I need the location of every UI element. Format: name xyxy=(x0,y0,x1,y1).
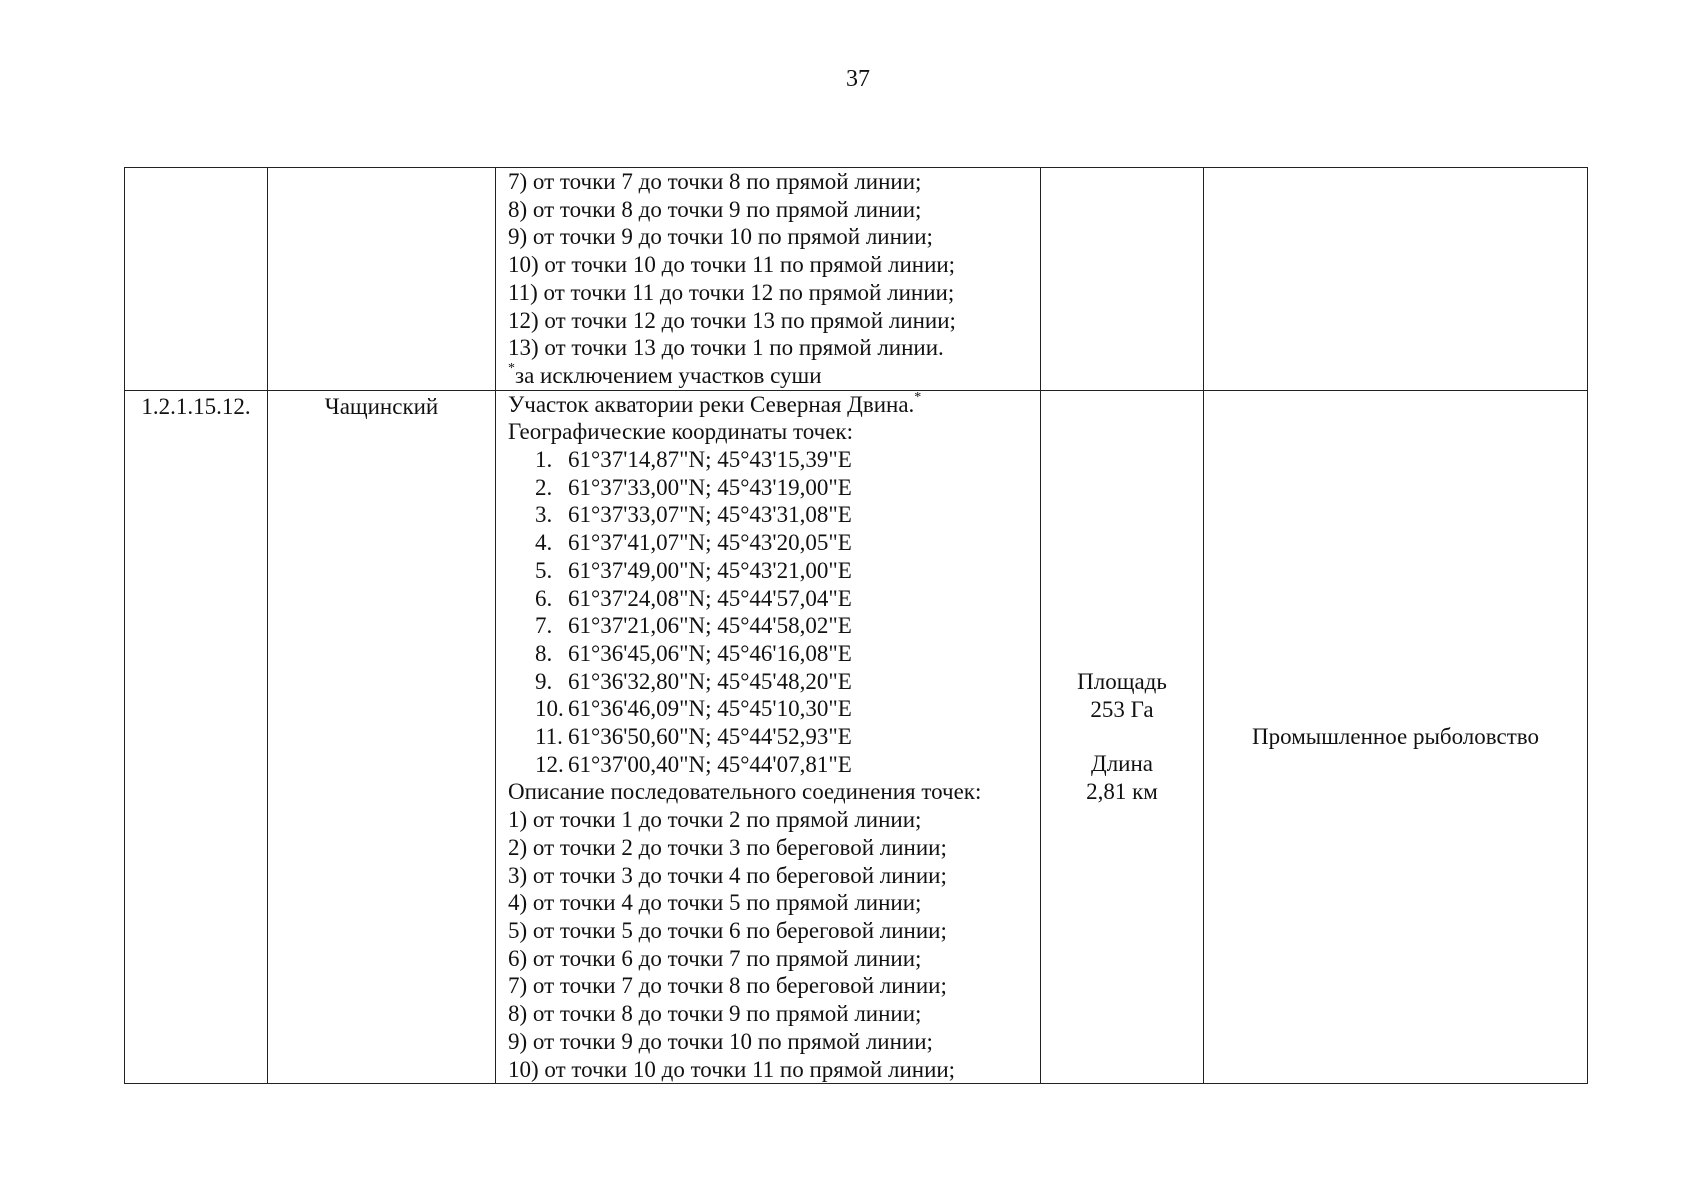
footnote xyxy=(508,362,1036,390)
row-name-cell xyxy=(268,168,496,391)
connection-line: 12) от точки 12 до точки 13 по прямой линии; xyxy=(508,307,956,333)
row-name-cell: Чащинский xyxy=(268,390,496,1084)
coordinate-value: 61°36'46,09"N; 45°45'10,30"E xyxy=(568,696,852,722)
length-value: 2,81 км xyxy=(1086,779,1158,805)
length-label: Длина xyxy=(1091,751,1153,777)
connection-line: 4) от точки 4 до точки 5 по прямой линии; xyxy=(508,890,922,916)
coordinate-item xyxy=(508,612,1036,640)
site-heading xyxy=(508,391,1036,419)
connection-line: 11) от точки 11 до точки 12 по прямой линии; xyxy=(508,279,955,305)
connection-line: 8) от точки 8 до точки 9 по прямой линии; xyxy=(508,196,922,222)
row-id-cell: 1.2.1.15.12. xyxy=(125,390,268,1084)
coordinate-item xyxy=(508,474,1036,502)
connection-line: 7) от точки 7 до точки 8 по прямой линии; xyxy=(508,169,922,194)
connection-line: 1) от точки 1 до точки 2 по прямой линии; xyxy=(508,807,922,833)
coordinate-value: 61°37'14,87"N; 45°43'15,39"E xyxy=(568,447,852,473)
coordinate-value: 61°36'50,60"N; 45°44'52,93"E xyxy=(568,724,852,750)
coordinate-item xyxy=(508,751,1036,779)
coordinate-number: 7. xyxy=(535,613,553,639)
coordinate-value: 61°37'24,08"N; 45°44'57,04"E xyxy=(568,585,852,611)
coordinate-item xyxy=(508,668,1036,696)
coordinate-number: 8. xyxy=(535,640,553,666)
connection-line: 6) от точки 6 до точки 7 по прямой линии; xyxy=(508,945,922,971)
row-description-cell xyxy=(496,168,1041,391)
coordinate-number: 6. xyxy=(535,585,553,611)
table-row-continuation xyxy=(125,168,1588,391)
page-number: 37 xyxy=(846,66,870,92)
connection-line: 9) от точки 9 до точки 10 по прямой линии; xyxy=(508,1028,933,1054)
coordinate-number: 5. xyxy=(535,557,553,583)
row-use-cell: Промышленное рыболовство xyxy=(1204,390,1588,1084)
coordinate-number: 10. xyxy=(535,696,564,722)
coordinate-item xyxy=(508,585,1036,613)
footnote-text: за исключением участков суши xyxy=(515,362,822,388)
heading-footnote-mark: * xyxy=(914,389,922,405)
site-heading-text: Участок акватории реки Северная Двина. xyxy=(508,391,915,417)
coordinate-item xyxy=(508,723,1036,751)
coordinate-number: 12. xyxy=(535,751,564,777)
coordinate-number: 2. xyxy=(535,474,553,500)
connection-line: 2) от точки 2 до точки 3 по береговой линии; xyxy=(508,834,947,860)
coordinate-number: 4. xyxy=(535,530,553,556)
fishing-sites-table xyxy=(124,167,1588,1084)
coordinate-item xyxy=(508,640,1036,668)
coordinate-value: 61°36'32,80"N; 45°45'48,20"E xyxy=(568,668,852,694)
coordinate-item xyxy=(508,695,1036,723)
coordinate-value: 61°37'00,40"N; 45°44'07,81"E xyxy=(568,751,852,777)
connection-title: Описание последовательного соединения точек: xyxy=(508,779,982,805)
row-size-cell xyxy=(1041,168,1204,391)
coordinate-number: 3. xyxy=(535,502,553,528)
table-row-chashchinsky xyxy=(125,390,1588,1084)
connection-line: 8) от точки 8 до точки 9 по прямой линии; xyxy=(508,1001,922,1027)
coordinate-value: 61°37'33,07"N; 45°43'31,08"E xyxy=(568,502,852,528)
connection-line: 10) от точки 10 до точки 11 по прямой линии; xyxy=(508,252,956,278)
connection-line: 5) от точки 5 до точки 6 по береговой линии; xyxy=(508,917,947,943)
coordinate-number: 1. xyxy=(535,447,553,473)
connection-line: 7) от точки 7 до точки 8 по береговой линии; xyxy=(508,973,947,999)
connection-line: 3) от точки 3 до точки 4 по береговой линии; xyxy=(508,862,947,888)
area-label: Площадь xyxy=(1077,669,1167,694)
connection-line: 9) от точки 9 до точки 10 по прямой линии; xyxy=(508,224,933,250)
coordinate-value: 61°37'49,00"N; 45°43'21,00"E xyxy=(568,557,852,583)
footnote-mark: * xyxy=(508,360,515,376)
coordinate-value: 61°37'41,07"N; 45°43'20,05"E xyxy=(568,530,852,556)
coordinate-item xyxy=(508,446,1036,474)
area-value: 253 Га xyxy=(1090,696,1154,722)
row-size-cell xyxy=(1041,390,1204,1084)
coords-title: Географические координаты точек: xyxy=(508,419,853,445)
coordinate-value: 61°37'21,06"N; 45°44'58,02"E xyxy=(568,613,852,639)
row-id-cell xyxy=(125,168,268,391)
coordinate-item xyxy=(508,501,1036,529)
connection-line: 10) от точки 10 до точки 11 по прямой линии; xyxy=(508,1056,956,1082)
coordinate-number: 9. xyxy=(535,668,553,694)
coordinate-item xyxy=(508,529,1036,557)
coordinate-value: 61°37'33,00"N; 45°43'19,00"E xyxy=(568,474,852,500)
connection-line: 13) от точки 13 до точки 1 по прямой линии. xyxy=(508,335,944,361)
row-use-cell xyxy=(1204,168,1588,391)
row-description-cell xyxy=(496,390,1041,1084)
coordinate-item xyxy=(508,557,1036,585)
coordinate-value: 61°36'45,06"N; 45°46'16,08"E xyxy=(568,640,852,666)
coordinate-number: 11. xyxy=(535,724,563,750)
